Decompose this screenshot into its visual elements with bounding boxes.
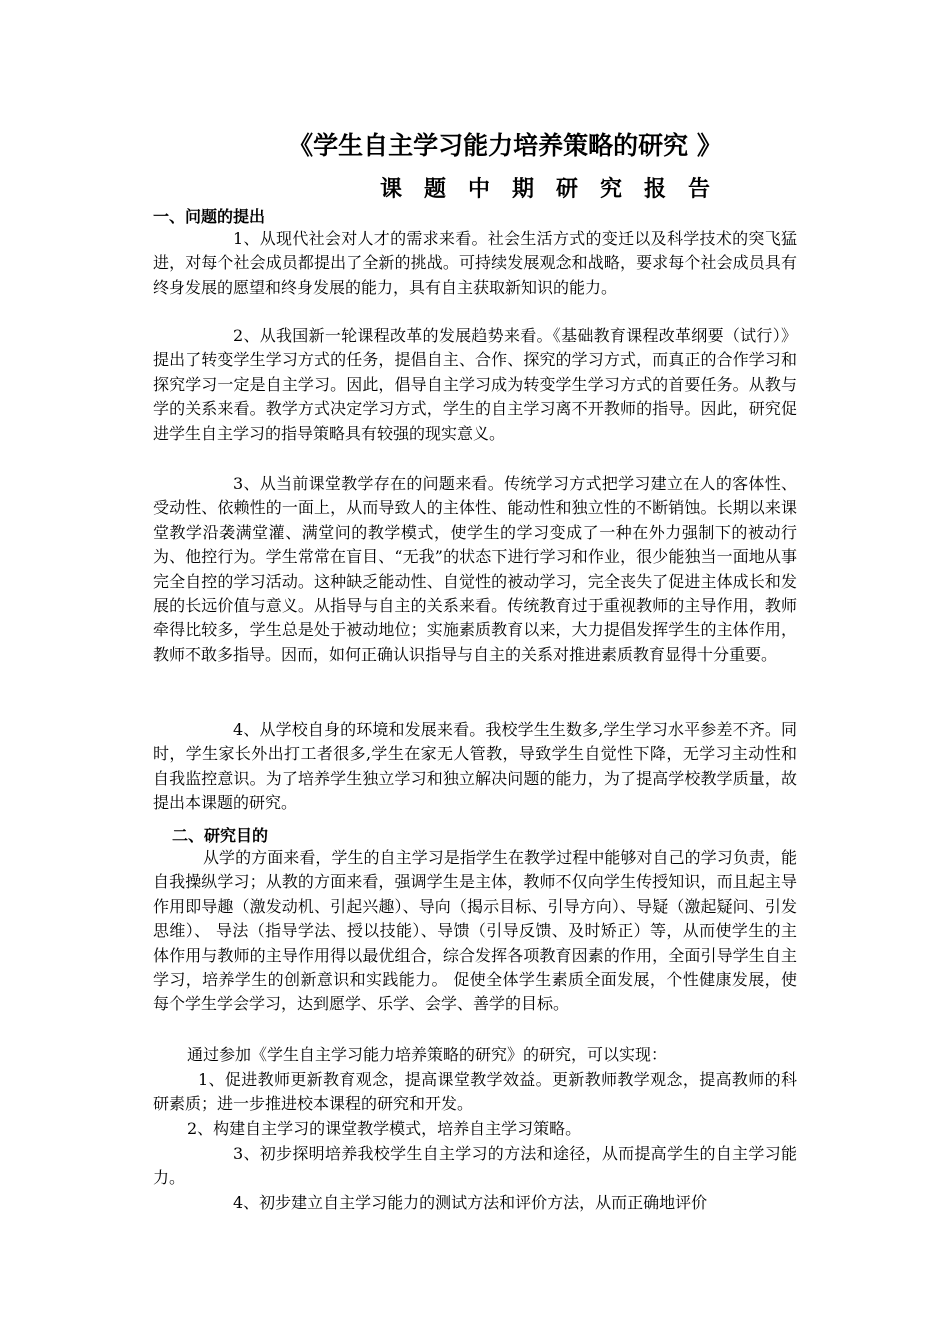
intro-line: 通过参加《学生自主学习能力培养策略的研究》的研究，可以实现： xyxy=(187,1045,668,1064)
goal-1: 1、促进教师更新教育观念，提高课堂教学效益。更新教师教学观念，提高教师的科研素质；进一步推进校本课程的研究和开发。 xyxy=(153,1070,797,1114)
section1-paragraph-2: 2、从我国新一轮课程改革的发展趋势来看。《基础教育课程改革纲要（试行）》提出了转变学生学习方式的任务，提倡自主、合作、探究的学习方式，而真正的合作学习和探究学习一定是自主学习。因此，倡导自主学习成为转变学生学习方式的首要任务。从教与学的关系来看。教学方式决定学习方式，学生的自主学习离不开教师的指导。因此，研究促进学生自主学习的指导策略具有较强的现实意义。 xyxy=(153,326,797,443)
document-title: 《学生自主学习能力培养策略的研究 》 xyxy=(288,131,722,160)
goal-2: 2、构建自主学习的课堂教学模式，培养自主学习策略。 xyxy=(187,1119,582,1138)
goal-3: 3、初步探明培养我校学生自主学习的方法和途径，从而提高学生的自主学习能力。 xyxy=(153,1144,797,1188)
section1-paragraph-3: 3、从当前课堂教学存在的问题来看。传统学习方式把学习建立在人的客体性、受动性、依赖性的一面上，从而导致人的主体性、能动性和独立性的不断销蚀。长期以来课堂教学沿袭满堂灌、满堂问的教学模式，使学生的学习变成了一种在外力强制下的被动行为、他控行为。学生常常在盲目、“无我”的状态下进行学习和作业，很少能独当一面地从事完全自控的学习活动。这种缺乏能动性、自觉性的被动学习，完全丧失了促进主体成长和发展的长远价值与意义。从指导与自主的关系来看。传统教育过于重视教师的主导作用，教师牵得比较多，学生总是处于被动地位；实施素质教育以来，大力提倡发挥学生的主体作用，教师不敢多指导。因而，如何正确认识指导与自主的关系对推进素质教育显得十分重要。 xyxy=(153,474,797,664)
goal-4: 4、初步建立自主学习能力的测试方法和评价方法，从而正确地评价 xyxy=(233,1193,708,1212)
section2-heading: 二、研究目的 xyxy=(172,826,269,845)
section2-paragraph: 从学的方面来看，学生的自主学习是指学生在教学过程中能够对自己的学习负责，能自我操纵学习；从教的方面来看，强调学生是主体，教师不仅向学生传授知识，而且起主导作用即导趣（激发动机、引起兴趣）、导向（揭示目标、引导方向）、导疑（激起疑问、引发思维）、 导法（指导学法、授以技能）、导馈（引导反馈、及时矫正）等，从而使学生的主体作用与教师的主导作用得以最优组合，综合发挥各项教育因素的作用，全面引导学生自主学习，培养学生的创新意识和实践能力。 促使全体学生素质全面发展，个性健康发展，使每个学生学会学习，达到愿学、乐学、会学、善学的目标。 xyxy=(153,848,797,1014)
document-subtitle: 课题中期研究报告 xyxy=(380,177,733,202)
section1-paragraph-4: 4、从学校自身的环境和发展来看。我校学生生数多,学生学习水平参差不齐。同时，学生家长外出打工者很多,学生在家无人管教，导致学生自觉性下降，无学习主动性和自我监控意识。为了培养学生独立学习和独立解决问题的能力，为了提高学校教学质量，故提出本课题的研究。 xyxy=(153,720,797,813)
section1-heading: 一、问题的提出 xyxy=(153,207,266,226)
section1-paragraph-1: 1、从现代社会对人才的需求来看。社会生活方式的变迁以及科学技术的突飞猛进，对每个社会成员都提出了全新的挑战。可持续发展观念和战略，要求每个社会成员具有终身发展的愿望和终身发展的能力，具有自主获取新知识的能力。 xyxy=(153,229,797,297)
